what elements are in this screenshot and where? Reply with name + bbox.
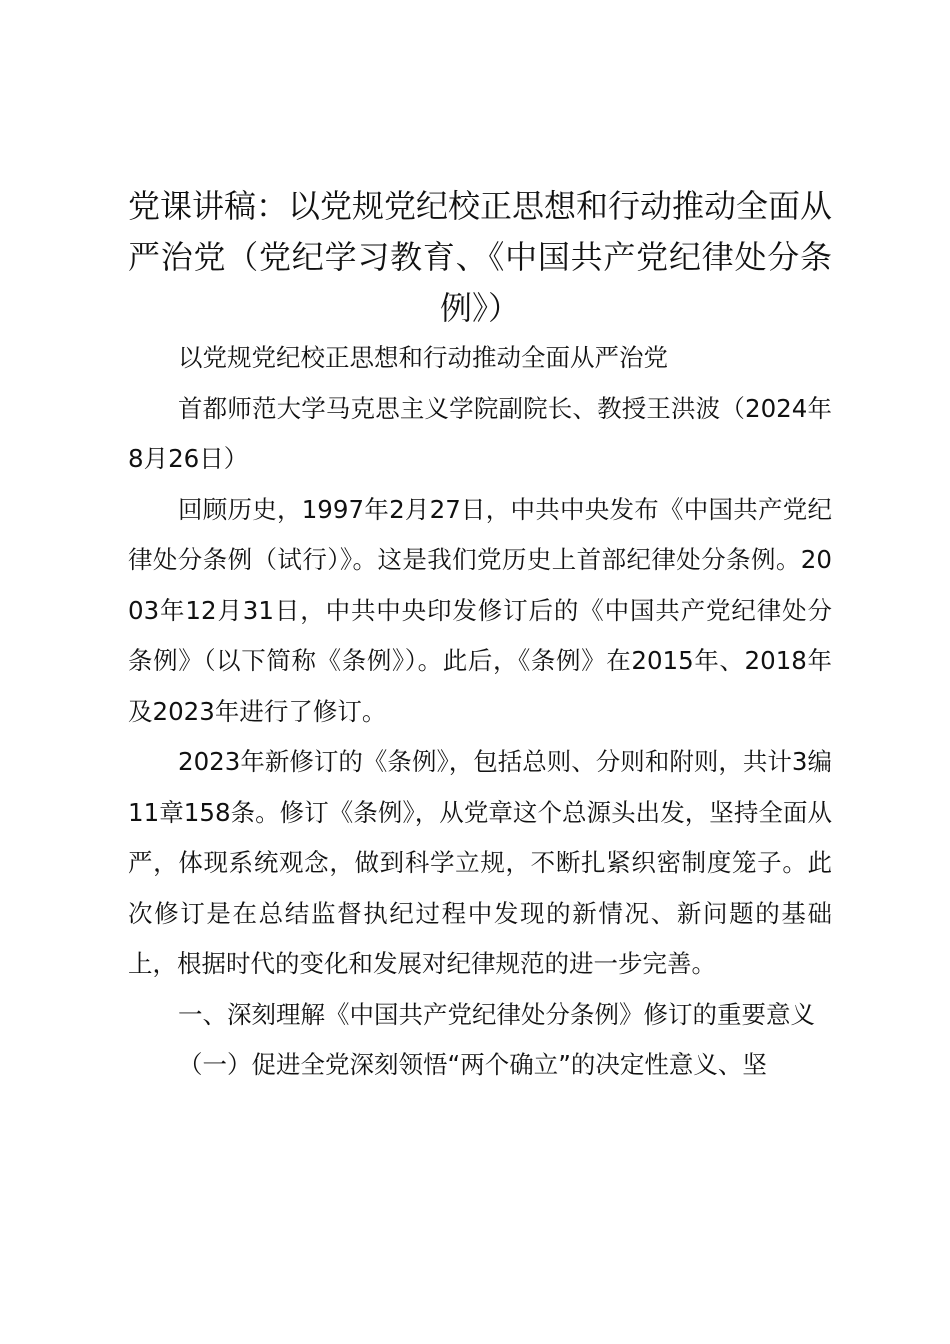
document-body <box>128 333 832 1091</box>
section-heading-1: 一、深刻理解《中国共产党纪律处分条例》修订的重要意义 <box>178 999 815 1029</box>
document-title: 党课讲稿：以党规党纪校正思想和行动推动全面从严治党（党纪学习教育、《中国共产党纪律处分条例》） <box>128 187 833 327</box>
author-paragraph: 首都师范大学马克思主义学院副院长、教授王洪波（2024年8月26日） <box>128 393 832 473</box>
history-paragraph: 回顾历史，1997年2月27日，中共中央发布《中国共产党纪律处分条例（试行）》。这是我们党历史上首部纪律处分条例。2003年12月31日，中共中央印发修订后的《中国共产党纪律处分条例》（以下简称《条例》）。此后，《条例》在2015年、2018年及2023年进行了修订。 <box>128 494 832 726</box>
subsection-heading-1: （一）促进全党深刻领悟“两个确立”的决定性意义、坚 <box>178 1050 767 1079</box>
subtitle-paragraph: 以党规党纪校正思想和行动推动全面从严治党 <box>178 343 668 372</box>
revision-paragraph: 2023年新修订的《条例》，包括总则、分则和附则，共计3编11章158条。修订《条例》，从党章这个总源头出发，坚持全面从严，体现系统观念，做到科学立规，不断扎紧织密制度笼子。此次修订是在总结监督执纪过程中发现的新情况、新问题的基础上，根据时代的变化和发展对纪律规范的进一步完善。 <box>128 747 832 978</box>
